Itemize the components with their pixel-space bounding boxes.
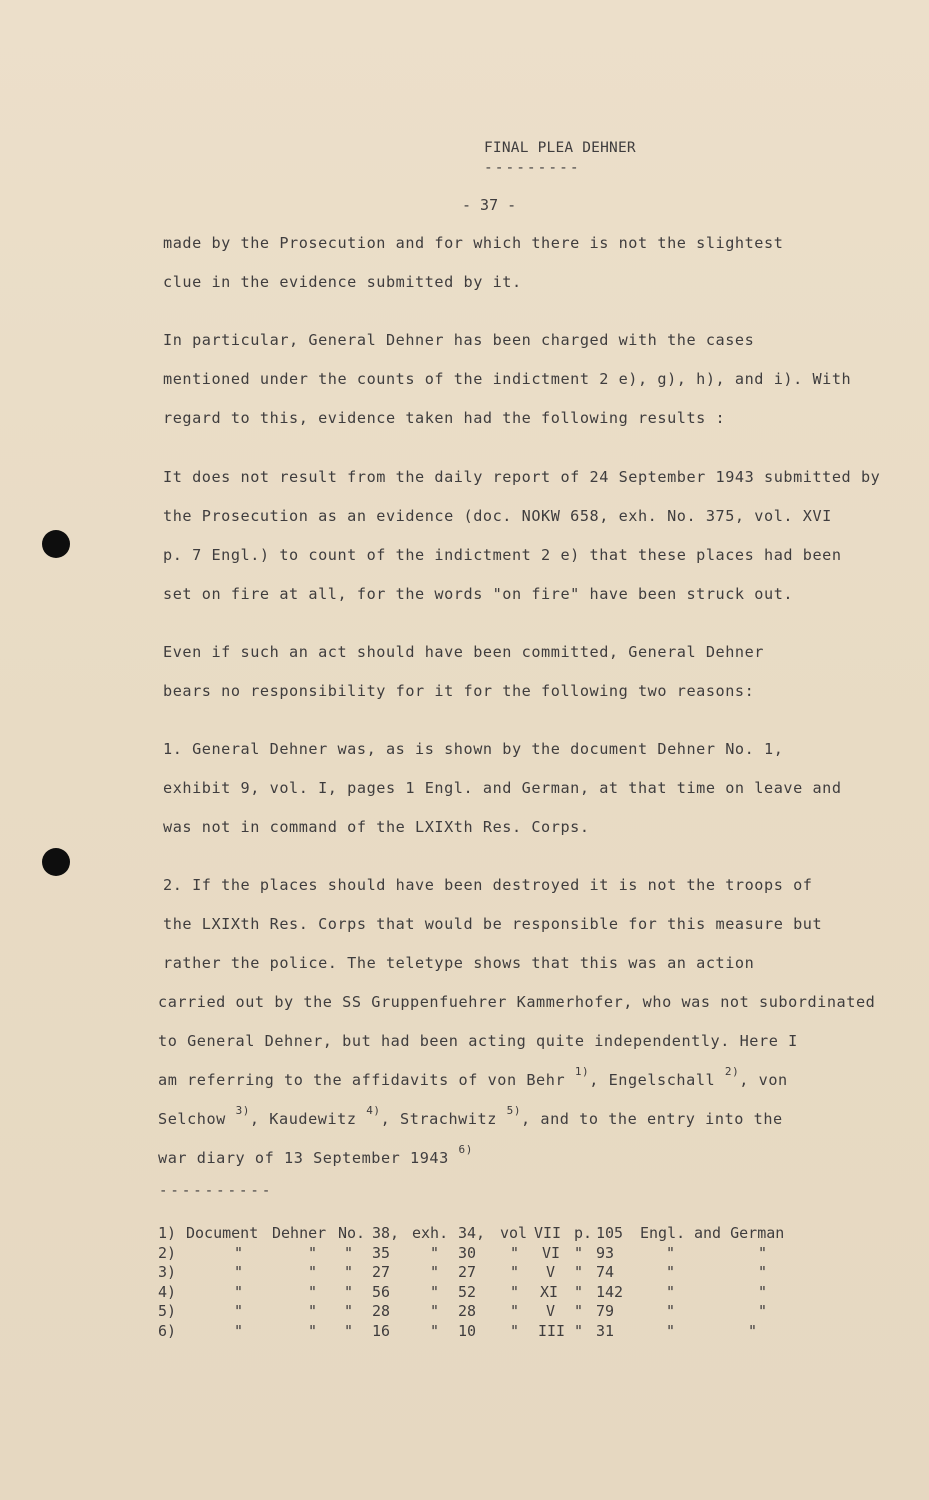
footnote-cell: 16 [372, 1321, 391, 1340]
footnote-cell: 34, [458, 1224, 486, 1242]
line-text: war diary of 13 September 1943 [158, 1149, 459, 1167]
footnote-cell: " [510, 1282, 520, 1301]
footnote-cell: " [666, 1302, 676, 1321]
footnote-cell: " [666, 1263, 676, 1282]
footnote-cell: " [308, 1282, 318, 1301]
punch-hole [42, 848, 70, 876]
body-line: exhibit 9, vol. I, pages 1 Engl. and German, at that time on leave and [163, 779, 842, 797]
footnote-cell: " [666, 1321, 676, 1340]
body-line: Even if such an act should have been committed, General Dehner [163, 643, 765, 661]
footnote-cell: " [510, 1243, 520, 1262]
body-line: carried out by the SS Gruppenfuehrer Kammerhofer, who was not subordinated [158, 993, 876, 1011]
footnote-number: 1) [158, 1224, 177, 1242]
footnote-cell: " [308, 1263, 318, 1282]
footnote-cell: 31 [596, 1321, 615, 1340]
footnote-cell: " [308, 1302, 318, 1321]
footnote-cell: " [574, 1263, 584, 1282]
footnote-cell: and German [694, 1224, 785, 1242]
footnote-cell: " [308, 1243, 318, 1262]
body-line: In particular, General Dehner has been charged with the cases [163, 331, 755, 349]
body-line: the Prosecution as an evidence (doc. NOKW 658, exh. No. 375, vol. XVI [163, 507, 832, 525]
line-text: , Kaudewitz [249, 1110, 367, 1128]
footnote-cell: " [758, 1263, 768, 1282]
body-line: p. 7 Engl.) to count of the indictment 2 e) that these places had been [163, 546, 842, 564]
page-title: FINAL PLEA DEHNER [484, 140, 636, 156]
footnote-cell: XI [540, 1282, 559, 1301]
line-text: Selchow [158, 1110, 236, 1128]
footnote-cell: " [510, 1302, 520, 1321]
body-line: clue in the evidence submitted by it. [163, 273, 522, 291]
body-line: rather the police. The teletype shows that this was an action [163, 954, 755, 972]
footnote-cell: " [748, 1321, 758, 1340]
footnote-cell: " [430, 1302, 440, 1321]
footnote-cell: " [666, 1282, 676, 1301]
body-line-with-references [158, 1065, 788, 1089]
footnote-cell: VII [534, 1224, 562, 1242]
footnote-cell: 56 [372, 1282, 391, 1301]
footnote-cell: " [234, 1321, 244, 1340]
body-line: made by the Prosecution and for which there is not the slightest [163, 234, 784, 252]
footnote-cell: 35 [372, 1243, 391, 1262]
line-text: , Engelschall [589, 1071, 725, 1089]
footnote-cell: " [344, 1243, 354, 1262]
footnote-number: 6) [158, 1321, 177, 1340]
footnote-cell: 30 [458, 1243, 477, 1262]
footnote-cell: V [546, 1302, 556, 1321]
footnote-cell: 93 [596, 1243, 615, 1262]
body-line: the LXIXth Res. Corps that would be responsible for this measure but [163, 915, 823, 933]
footnote-cell: vol [500, 1224, 528, 1242]
line-text: , Strachwitz [380, 1110, 507, 1128]
body-line: was not in command of the LXIXth Res. Corps. [163, 818, 590, 836]
footnote-cell: 10 [458, 1321, 477, 1340]
footnote-cell: 38, [372, 1224, 400, 1242]
footnote-cell: p. [574, 1224, 593, 1242]
footnote-number: 2) [158, 1243, 177, 1262]
page-number: - 37 - [462, 196, 517, 214]
title-underline: --------- [484, 160, 581, 176]
footnote-cell: " [758, 1302, 768, 1321]
footnote-cell: 27 [458, 1263, 477, 1282]
footnote-cell: exh. [412, 1224, 449, 1242]
footnote-cell: " [574, 1282, 584, 1301]
body-line-with-references [158, 1143, 473, 1167]
footnote-cell: " [430, 1321, 440, 1340]
footnote-cell: " [234, 1263, 244, 1282]
footnote-separator: ---------- [159, 1183, 274, 1199]
line-text: , von [739, 1071, 788, 1089]
punch-hole [42, 530, 70, 558]
body-line: 2. If the places should have been destroyed it is not the troops of [163, 876, 813, 894]
footnote-cell: " [430, 1282, 440, 1301]
footnote-cell: " [758, 1282, 768, 1301]
footnote-ref: 4) [366, 1104, 381, 1117]
footnote-cell: " [234, 1282, 244, 1301]
footnote-cell: " [430, 1243, 440, 1262]
footnote-cell: III [538, 1321, 566, 1340]
footnote-cell: No. [338, 1224, 366, 1242]
footnote-ref: 1) [574, 1065, 590, 1078]
footnote-number: 3) [158, 1263, 177, 1282]
footnote-cell: " [574, 1243, 584, 1262]
footnote-ref: 6) [458, 1143, 473, 1156]
footnote-cell: " [234, 1243, 244, 1262]
footnote-cell: 105 [596, 1224, 624, 1242]
footnote-cell: VI [542, 1243, 561, 1262]
footnote-row [158, 1224, 804, 1244]
footnote-cell: Engl. [640, 1224, 686, 1242]
body-line: bears no responsibility for it for the following two reasons: [163, 682, 755, 700]
footnotes-table [158, 1224, 804, 1342]
footnote-cell: " [344, 1263, 354, 1282]
line-text: , and to the entry into the [521, 1110, 783, 1128]
footnote-cell: " [430, 1263, 440, 1282]
footnote-cell: " [574, 1302, 584, 1321]
footnote-ref: 2) [724, 1065, 740, 1078]
footnote-cell: " [344, 1302, 354, 1321]
footnote-cell: " [234, 1302, 244, 1321]
footnote-cell: 52 [458, 1282, 477, 1301]
footnote-number: 4) [158, 1282, 177, 1301]
footnote-row [158, 1263, 804, 1283]
line-text: am referring to the affidavits of von Behr [158, 1071, 575, 1089]
body-line: 1. General Dehner was, as is shown by the document Dehner No. 1, [163, 740, 784, 758]
footnote-cell: " [758, 1243, 768, 1262]
footnote-row [158, 1283, 804, 1303]
footnote-cell: 28 [372, 1302, 391, 1321]
footnote-number: 5) [158, 1302, 177, 1321]
footnote-cell: 74 [596, 1263, 615, 1282]
body-line: It does not result from the daily report of 24 September 1943 submitted by [163, 468, 881, 486]
footnote-cell: Dehner [272, 1224, 327, 1242]
footnote-cell: " [344, 1282, 354, 1301]
body-line: mentioned under the counts of the indictment 2 e), g), h), and i). With [163, 370, 852, 388]
footnote-cell: 28 [458, 1302, 477, 1321]
footnote-cell: " [574, 1321, 584, 1340]
footnote-cell: " [344, 1321, 354, 1340]
footnote-row [158, 1302, 804, 1322]
footnote-cell: " [308, 1321, 318, 1340]
footnote-cell: Document [186, 1224, 259, 1242]
footnote-cell: 27 [372, 1263, 391, 1282]
footnote-ref: 3) [235, 1104, 250, 1117]
footnote-cell: " [666, 1243, 676, 1262]
body-line-with-references [158, 1104, 783, 1128]
footnote-cell: 79 [596, 1302, 615, 1321]
footnote-cell: V [546, 1263, 556, 1282]
footnote-row [158, 1244, 804, 1264]
footnote-row [158, 1322, 804, 1342]
body-line: regard to this, evidence taken had the following results : [163, 409, 726, 427]
footnote-ref: 5) [506, 1104, 521, 1117]
body-line: to General Dehner, but had been acting quite independently. Here I [158, 1032, 798, 1050]
body-line: set on fire at all, for the words "on fire" have been struck out. [163, 585, 794, 603]
footnote-cell: " [510, 1321, 520, 1340]
footnote-cell: " [510, 1263, 520, 1282]
footnote-cell: 142 [596, 1282, 624, 1301]
